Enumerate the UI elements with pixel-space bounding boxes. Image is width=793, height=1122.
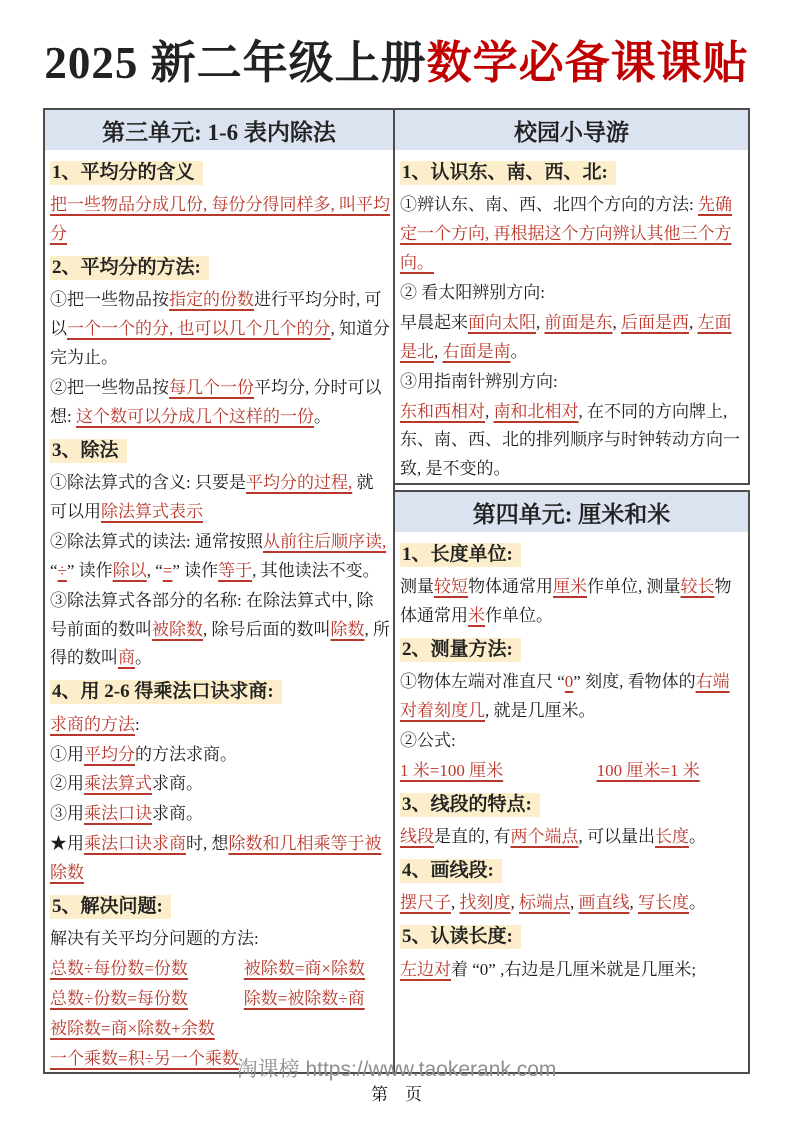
plain-text: , 就是几厘米。: [485, 701, 596, 721]
plain-text: ②用: [50, 774, 84, 794]
key-point-text: 乘法口诀: [84, 804, 152, 824]
section-header-campus-guide: 校园小导游: [395, 110, 748, 150]
plain-text: ③除法算式各部分的名称: 在除法算式中, 除号前面的数叫: [50, 590, 374, 639]
plain-text: ③用指南针辨别方向:: [400, 371, 558, 391]
paragraph: [50, 587, 390, 674]
watermark-text: 淘课榜 https://www.taokerank.com: [236, 1058, 557, 1081]
plain-text: ,: [570, 893, 579, 913]
page-title: [0, 26, 793, 91]
key-point-text: 商: [118, 648, 135, 668]
section-unit4-cm-m: [393, 490, 750, 1074]
paragraph: [50, 741, 390, 770]
paragraph: [400, 309, 745, 367]
plain-text: 作单位。: [485, 606, 553, 626]
key-point-text: 右端对着刻度几: [400, 672, 730, 721]
paragraph: [400, 668, 745, 726]
plain-text: 物体通常用: [400, 577, 732, 626]
paragraph: [50, 374, 390, 432]
formula-row: [400, 757, 745, 786]
paragraph: [400, 279, 745, 308]
section-heading: [400, 157, 745, 189]
highlighted-heading-text: 3、线段的特点:: [400, 793, 540, 817]
formula-row: [50, 985, 390, 1014]
key-point-text: 左边对: [400, 959, 451, 979]
paragraph: [50, 830, 390, 888]
paragraph: [400, 727, 745, 756]
plain-text: 。: [135, 648, 152, 668]
plain-text: ,: [612, 312, 621, 332]
notes-sheet: [43, 108, 750, 1074]
key-point-text: 米: [468, 606, 485, 626]
section-header-unit4: 第四单元: 厘米和米: [395, 492, 748, 532]
formula-left: [50, 985, 244, 1014]
plain-text: ①物体左端对准直尺 “: [400, 672, 565, 692]
highlighted-heading-text: 4、用 2-6 得乘法口诀求商:: [50, 680, 282, 704]
key-point-text: 长度: [655, 827, 689, 847]
key-point-text: 除数和几相乘等于被除数: [50, 834, 382, 883]
plain-text: ,: [434, 341, 443, 361]
plain-text: :: [135, 714, 140, 734]
paragraph: [400, 823, 745, 852]
key-point-text: 找刻度: [459, 893, 511, 913]
key-point-text: 这个数可以分成几个这样的一份: [75, 406, 314, 426]
plain-text: 作单位, 测量: [587, 577, 681, 597]
key-point-text: 前面是东: [544, 312, 613, 332]
plain-text: 。: [313, 406, 331, 426]
paragraph: [50, 469, 390, 527]
highlighted-heading-text: 5、解决问题:: [50, 895, 171, 919]
key-point-text: 写长度: [638, 893, 689, 913]
key-point-text: 除法算式表示: [101, 502, 203, 522]
plain-text: , 其他读法不变。: [252, 560, 380, 580]
key-point-text: 后面是西: [621, 312, 689, 332]
paragraph: [50, 191, 390, 249]
highlighted-heading-text: 4、画线段:: [400, 859, 502, 883]
section-heading: [400, 921, 745, 953]
plain-text: 。: [689, 827, 706, 847]
key-point-text: 摆尺子: [400, 893, 451, 913]
plain-text: ③用: [50, 804, 84, 824]
plain-text: 。: [510, 341, 528, 361]
key-point-text: 除数: [330, 619, 365, 639]
key-point-text: 等于: [218, 560, 253, 580]
plain-text: ,: [451, 893, 460, 913]
key-point-text: 把一些物品分成几份, 每份分得同样多, 叫平均分: [50, 195, 390, 244]
plain-text: 早晨起来: [400, 312, 468, 332]
plain-text: ” 读作: [172, 560, 219, 580]
section-body-unit3: [45, 150, 393, 1074]
section-campus-guide: [393, 108, 750, 485]
key-point-text: 乘法口诀求商: [84, 834, 186, 854]
plain-text: 是直的, 有: [434, 827, 511, 847]
key-point-text: 每几个一份: [169, 378, 254, 398]
plain-text: 的方法求商。: [135, 744, 237, 764]
key-point-text: 画直线: [578, 893, 630, 913]
section-heading: [400, 539, 745, 571]
section-heading: [50, 676, 390, 708]
formula-left: [50, 955, 244, 984]
plain-text: ①把一些物品按: [50, 290, 169, 310]
highlighted-heading-text: 3、除法: [50, 439, 127, 463]
plain-text: , “: [146, 560, 163, 580]
section-heading: [50, 435, 390, 467]
key-point-text: 面向太阳: [468, 312, 536, 332]
section-header-unit3: 第三单元: 1-6 表内除法: [45, 110, 393, 150]
paragraph: [400, 191, 745, 278]
plain-text: 。: [689, 893, 706, 913]
plain-text: ,: [689, 312, 698, 332]
paragraph: [50, 1015, 390, 1044]
key-point-text: 线段: [400, 827, 434, 847]
paragraph: [400, 398, 745, 485]
key-point-text: 南和北相对: [493, 401, 579, 421]
plain-text: , 在不同的方向牌上, 东、南、西、北的排列顺序与时钟转动方向一致, 是不变的。: [400, 401, 740, 479]
page-title-red: 数学必备课课贴: [426, 38, 749, 88]
key-point-text: 总数÷每份数=份数: [50, 959, 188, 979]
highlighted-heading-text: 1、长度单位:: [400, 543, 521, 567]
paragraph: [50, 711, 390, 740]
key-point-text: 被除数: [152, 619, 203, 639]
section-body-unit4: [395, 532, 748, 985]
key-point-text: 求商的方法: [50, 714, 135, 734]
key-point-text: 一个乘数=积÷另一个乘数: [50, 1048, 239, 1068]
key-point-text: 较短: [434, 577, 468, 597]
key-point-text: 总数÷份数=每份数: [50, 989, 188, 1009]
key-point-text: 100 厘米=1 米: [596, 761, 700, 781]
plain-text: 求商。: [152, 774, 203, 794]
key-point-text: 两个端点: [510, 827, 579, 847]
highlighted-heading-text: 2、平均分的方法:: [50, 256, 209, 280]
plain-text: ②除法算式的读法: 通常按照: [50, 531, 263, 551]
plain-text: ②把一些物品按: [50, 378, 169, 398]
key-point-text: =: [162, 560, 173, 580]
key-point-text: 左面是北: [400, 312, 732, 361]
plain-text: ” 读作: [66, 560, 113, 580]
section-heading: [50, 252, 390, 284]
plain-text: ①用: [50, 744, 84, 764]
formula-right: [244, 955, 390, 984]
key-point-text: 一个一个的分, 也可以几个几个的分: [67, 319, 331, 339]
key-point-text: 指定的份数: [169, 290, 254, 310]
plain-text: , 除号后面的数叫: [203, 619, 331, 639]
paragraph: [50, 925, 390, 954]
key-point-text: 右面是南: [442, 341, 511, 361]
key-point-text: 被除数=商×除数+余数: [50, 1018, 215, 1038]
formula-right: [244, 985, 390, 1014]
plain-text: ” 刻度, 看物体的: [573, 672, 696, 692]
key-point-text: 从前往后顺序读,: [262, 531, 387, 551]
plain-text: 进行平均分时, 可以: [50, 290, 382, 339]
key-point-text: 较长: [680, 577, 715, 597]
plain-text: ,: [536, 312, 545, 332]
highlighted-heading-text: 1、认识东、南、西、北:: [400, 161, 616, 185]
key-point-text: 1 米=100 厘米: [400, 761, 504, 781]
page-number-label: 第 页: [371, 1085, 422, 1104]
paragraph: [50, 800, 390, 829]
section-unit3-division: [43, 108, 395, 1074]
formula-left: [400, 757, 597, 786]
plain-text: ,: [629, 893, 638, 913]
section-heading: [400, 634, 745, 666]
plain-text: ①辨认东、南、西、北四个方向的方法:: [400, 195, 698, 215]
plain-text: 就可以用: [50, 473, 374, 522]
key-point-text: 厘米: [553, 577, 587, 597]
formula-row: [50, 955, 390, 984]
paragraph: [400, 368, 745, 397]
paragraph: [50, 528, 390, 586]
key-point-text: 平均分的过程,: [245, 473, 353, 493]
key-point-text: 0: [564, 672, 574, 692]
plain-text: ,: [485, 401, 494, 421]
plain-text: 平均分, 分时可以想:: [50, 378, 382, 426]
plain-text: “: [50, 560, 58, 580]
highlighted-heading-text: 5、认读长度:: [400, 925, 521, 949]
key-point-text: 除以: [112, 560, 147, 580]
section-heading: [50, 157, 390, 189]
plain-text: , 所得的数叫: [50, 619, 390, 668]
plain-text: 时, 想: [186, 834, 229, 854]
paragraph: [50, 770, 390, 799]
highlighted-heading-text: 2、测量方法:: [400, 638, 521, 662]
plain-text: ★用: [50, 834, 84, 854]
section-body-campus-guide: [395, 150, 748, 485]
plain-text: ①除法算式的含义: 只要是: [50, 473, 246, 493]
key-point-text: ÷: [57, 560, 67, 580]
formula-right: [597, 757, 745, 786]
highlighted-heading-text: 1、平均分的含义: [50, 161, 203, 185]
plain-text: 物体通常用: [468, 577, 553, 597]
section-heading: [400, 789, 745, 821]
plain-text: 解决有关平均分问题的方法:: [50, 929, 259, 949]
key-point-text: 标端点: [519, 893, 570, 913]
key-point-text: 乘法算式: [84, 774, 152, 794]
plain-text: 求商。: [152, 804, 203, 824]
page-title-black: 2025 新二年级上册: [44, 38, 427, 88]
plain-text: ,: [510, 893, 519, 913]
paragraph: [400, 889, 745, 918]
section-heading: [400, 855, 745, 887]
key-point-text: 东和西相对: [400, 401, 485, 421]
plain-text: ②公式:: [400, 731, 456, 751]
plain-text: ② 看太阳辨别方向:: [400, 282, 545, 302]
section-heading: [50, 891, 390, 923]
paragraph: [50, 286, 390, 373]
key-point-text: 先确定一个方向, 再根据这个方向辨认其他三个方向。: [400, 195, 732, 273]
key-point-text: 被除数=商×除数: [243, 959, 365, 979]
key-point-text: 除数=被除数÷商: [243, 989, 365, 1009]
plain-text: 测量: [400, 577, 434, 597]
paragraph: [400, 956, 745, 985]
plain-text: , 知道分完为止。: [50, 319, 390, 368]
paragraph: [400, 573, 745, 631]
key-point-text: 平均分: [84, 744, 135, 764]
plain-text: , 可以量出: [578, 827, 655, 847]
plain-text: 着 “0” ,右边是几厘米就是几厘米;: [451, 959, 697, 979]
